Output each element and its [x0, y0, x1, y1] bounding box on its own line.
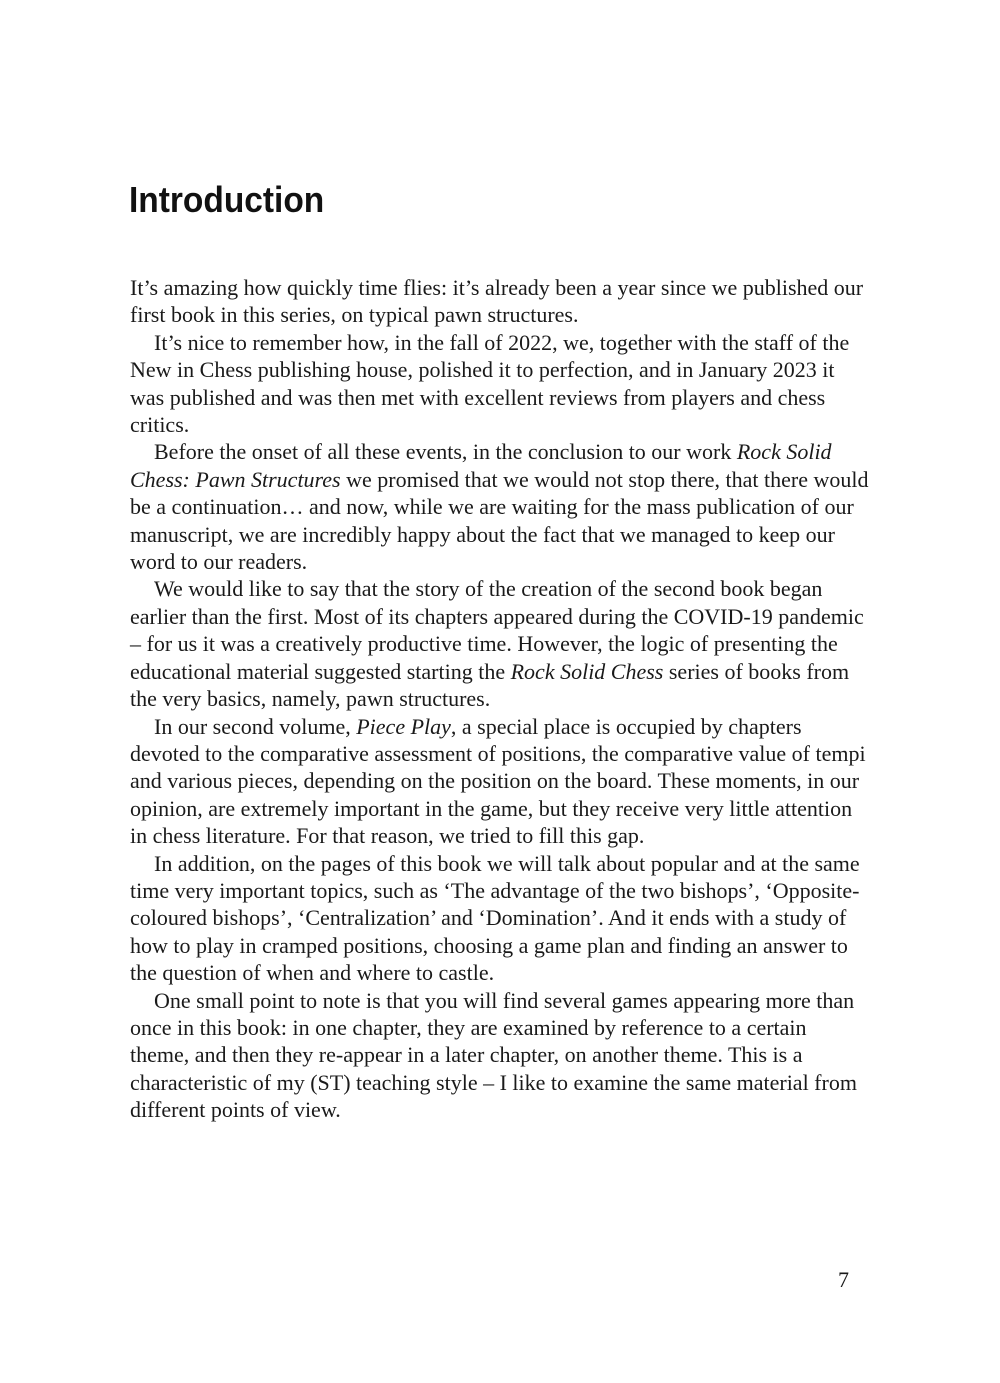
paragraph-text: , a special place is occupied by chapters devoted to the comparative assessment of positions, the comparative value of tempi and various pieces, depending on the position on the board. These moments, in our opinion, are extremely important in the game, but they receive very little attention in chess literature. For that reason, we tried to fill this gap. — [130, 713, 866, 849]
paragraph — [130, 713, 870, 850]
paragraph — [130, 850, 870, 987]
paragraph — [130, 987, 870, 1124]
page-number: 7 — [838, 1267, 849, 1292]
series-title-italic: Rock Solid Chess — [510, 658, 664, 684]
paragraph-text: It’s amazing how quickly time flies: it’s already been a year since we published our first book in this series, on typical pawn structures. — [130, 275, 864, 328]
paragraph-text: series of books from the very basics, namely, pawn structures. — [130, 658, 850, 712]
paragraph — [130, 438, 870, 575]
paragraph-text: It’s nice to remember how, in the fall of 2022, we, together with the staff of the New in Chess publishing house, polished it to perfection, and in January 2023 it was published and was then met with excellent reviews from players and chess critics. — [130, 329, 850, 438]
paragraph-text: One small point to note is that you will find several games appearing more than once in this book: in one chapter, they are examined by reference to a certain theme, and then they re-appear in a later chapter, on another theme. This is a characteristic of my (ST) teaching style – I like to examine the same material from different points of view. — [130, 987, 857, 1123]
paragraph-text: We would like to say that the story of the creation of the second book began earlier than the first. Most of its chapters appeared during the COVID-19 pandemic – for us it was a creatively productive time. However, the logic of presenting the educational material suggested starting the — [130, 576, 864, 684]
paragraph — [130, 274, 870, 329]
paragraph — [130, 329, 870, 439]
book-title-italic: Rock Solid Chess: Pawn Structures — [130, 439, 832, 492]
paragraph-text: Before the onset of all these events, in the conclusion to our work — [154, 439, 737, 465]
volume-title-italic: Piece Play — [356, 713, 451, 739]
chapter-title: Introduction — [129, 179, 325, 220]
paragraph-text: In addition, on the pages of this book we will talk about popular and at the same time very important topics, such as ‘The advantage of the two bishops’, ‘Opposite-coloured bishops’, ‘Centralization’ and ‘Domination’. And it ends with a study of how to play in cramped positions, choosing a game plan and finding an answer to the question of when and where to castle. — [130, 850, 860, 986]
paragraph — [130, 575, 870, 712]
chapter-body — [130, 274, 870, 1124]
paragraph-text: In our second volume, — [154, 713, 357, 739]
paragraph-text: we promised that we would not stop there, that there would be a continuation… and now, while we are waiting for the mass publication of our manuscript, we are incredibly happy about the fact that we managed to keep our word to our readers. — [130, 466, 869, 575]
